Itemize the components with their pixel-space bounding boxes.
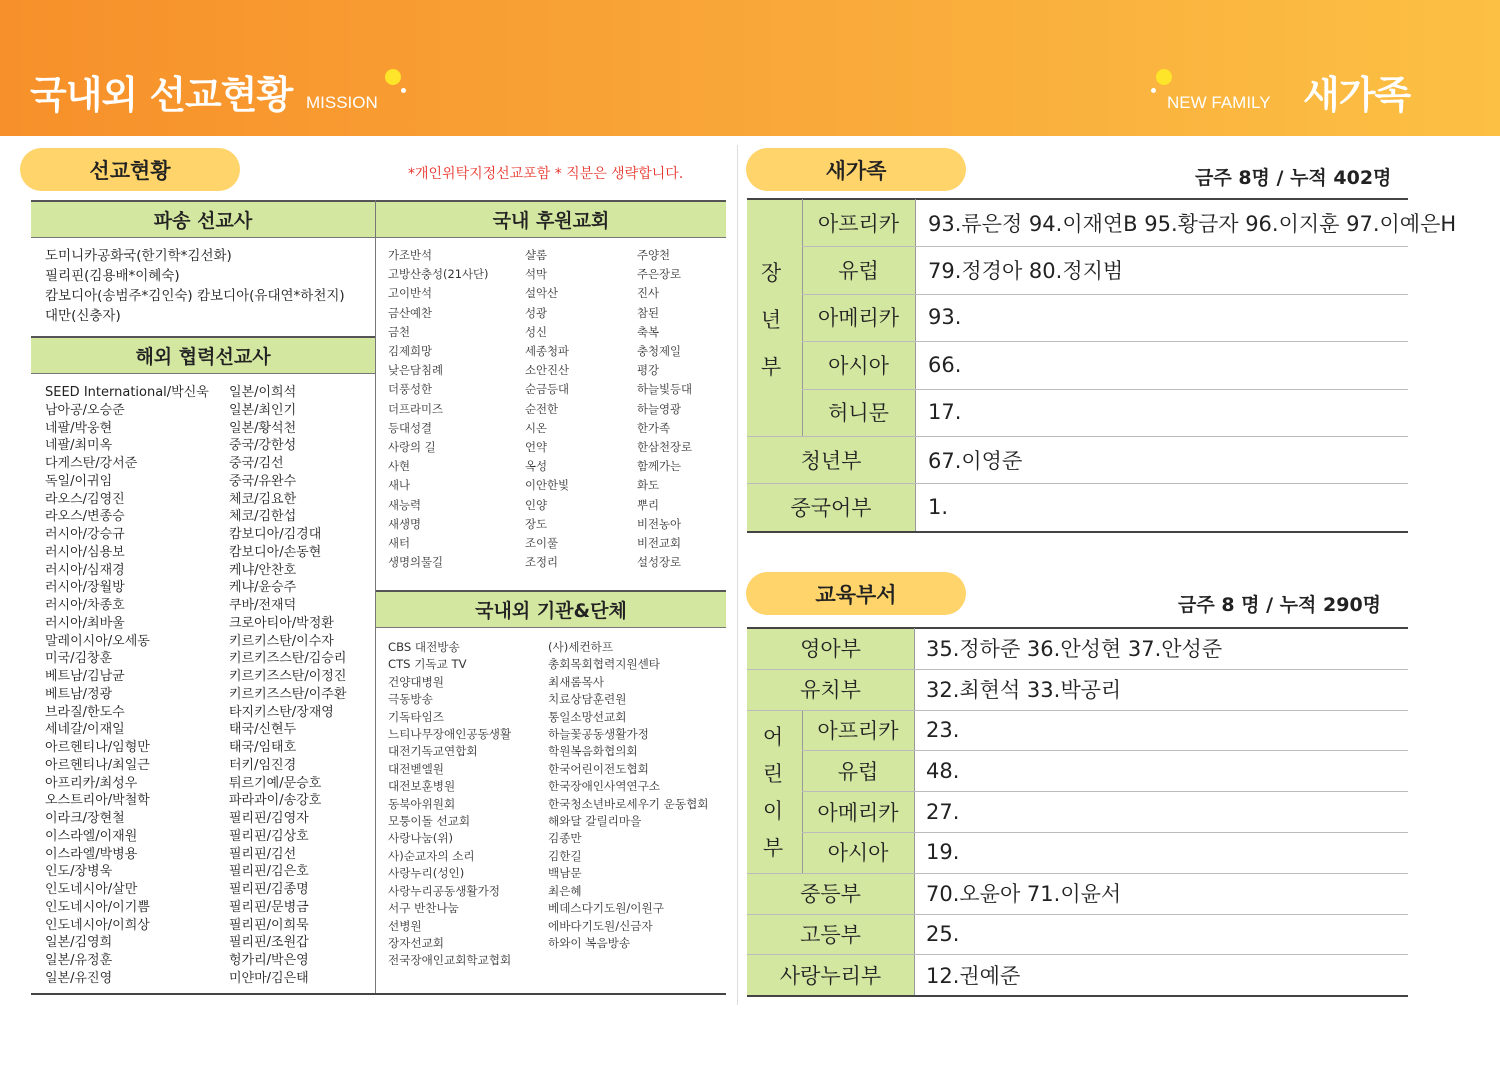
row-value: 32.최현석 33.박공리 (926, 678, 1122, 703)
list-item: 다게스탄/강서준 (45, 456, 138, 471)
list-item: 키르키스탄/이수자 (229, 633, 334, 649)
list-item: 석막 (525, 267, 548, 282)
list-item: 더프라미즈 (388, 401, 444, 416)
row-label: 중국어부 (790, 496, 872, 521)
list-item: 옥성 (525, 459, 548, 474)
list-item: 인양 (525, 497, 548, 512)
list-item: 한가족 (637, 420, 671, 435)
list-item: 김종만 (548, 831, 582, 846)
list-item: SEED International/박신욱 (45, 385, 209, 400)
list-item: CBS 대전방송 (388, 640, 460, 654)
list-item: 선병원 (388, 918, 422, 933)
list-item: 일본/유정훈 (45, 953, 113, 968)
list-item: 낮은담침례 (388, 363, 444, 378)
list-item: 대전기독교연합회 (388, 744, 478, 759)
list-item: 해와달 갈릴리마을 (548, 814, 642, 829)
list-item: (사)세컨하프 (548, 640, 614, 654)
row-value: 48. (926, 758, 960, 783)
list-item: 라오스/김영진 (45, 491, 125, 507)
list-item: 김한길 (548, 848, 582, 863)
organization-title: 국내외 기관&단체 (375, 590, 726, 628)
row-value: 19. (926, 840, 960, 865)
partner-missionary-column-2 (229, 384, 346, 988)
list-item: 순전한 (525, 401, 559, 416)
list-item: 이스라엘/박병용 (45, 846, 138, 862)
group-label-char: 장 (760, 261, 782, 285)
row-label: 아메리카 (817, 800, 899, 825)
list-item: 일본/김영희 (45, 935, 113, 951)
list-item: 조정리 (525, 555, 559, 570)
list-item: 참된 (637, 305, 660, 320)
list-item: 러시아/최바울 (45, 615, 125, 631)
row-value: 35.정하준 36.안성현 37.안성준 (926, 637, 1223, 662)
list-item: 베트남/김남균 (45, 669, 125, 684)
list-item: 중국/강한성 (229, 438, 297, 454)
list-item: 인도네시아/이희상 (45, 917, 150, 933)
list-item: 베데스다기도원/이원구 (548, 901, 664, 916)
list-item: 캄보디아/김경대 (229, 527, 322, 542)
list-item: 러시아/심재경 (45, 562, 125, 578)
row-label: 유럽 (837, 759, 879, 784)
list-item: 키르키즈스탄/이정진 (229, 669, 347, 684)
row-value: 93. (928, 305, 962, 330)
list-item: 전국장애인교회학교협회 (388, 953, 512, 968)
church-column-1 (388, 246, 488, 572)
list-item: 대전벧엘원 (388, 761, 444, 776)
list-item: 필리핀/문병금 (229, 899, 309, 915)
list-item: 네팔/최미옥 (45, 438, 113, 454)
list-item: 러시아/강승규 (45, 527, 125, 542)
list-item: 독일/이귀임 (45, 473, 113, 489)
list-item: 사랑누리(성인) (388, 866, 465, 881)
list-item: 생명의물길 (388, 555, 444, 570)
list-item: 이안한빛 (525, 478, 570, 493)
list-item: 세네갈/이재일 (45, 722, 125, 738)
row-label: 중등부 (800, 882, 861, 907)
list-item: 중국/유완수 (229, 473, 297, 489)
organization-column-2 (548, 639, 708, 952)
list-item: 기독타임즈 (388, 709, 444, 724)
list-item: 김제희망 (388, 344, 433, 359)
list-item: 극동방송 (388, 692, 433, 707)
list-item: 화도 (637, 478, 660, 493)
list-item: 등대성결 (388, 420, 433, 435)
list-item: 태국/신현두 (229, 722, 297, 738)
list-item: 사랑누리공동생활가정 (388, 883, 500, 898)
yellow-dot-icon (385, 69, 401, 85)
row-label: 사랑누리부 (779, 963, 882, 988)
list-item: 한국청소년바로세우기 운동협회 (548, 796, 709, 811)
list-item: 새생명 (388, 516, 422, 531)
group-label-char: 년 (760, 308, 782, 332)
list-item: 대만(신충자) (45, 308, 121, 324)
list-item: 러시아/차종호 (45, 598, 125, 613)
list-item: 사)순교자의 소리 (388, 848, 475, 863)
list-item: 라오스/변종승 (45, 509, 125, 525)
list-item: 하늘빛등대 (637, 382, 693, 397)
list-item: 필리핀/조원갑 (229, 935, 309, 951)
row-value: 70.오윤아 71.이윤서 (926, 882, 1122, 907)
organization-column-1 (388, 639, 511, 970)
page-divider (737, 145, 738, 1005)
newfamily-stat: 금주 8명 / 누적 402명 (1195, 167, 1392, 189)
list-item: 일본/황석천 (229, 420, 297, 436)
white-dot-icon (1151, 88, 1156, 93)
list-item: 필리핀/김은호 (229, 864, 309, 880)
page-header (0, 0, 1500, 136)
list-item: 필리핀/김상호 (229, 828, 309, 844)
list-item: 비전교회 (637, 536, 682, 551)
list-item: 한삼천장로 (637, 440, 693, 455)
list-item: 아르헨티나/임형만 (45, 740, 150, 755)
list-item: 새능력 (388, 497, 422, 512)
list-item: 고방산충성(21사단) (388, 267, 489, 282)
list-item: 최새롬목사 (548, 674, 604, 689)
list-item: 브라질/한도수 (45, 704, 125, 720)
list-item: 일본/최인기 (229, 402, 297, 418)
list-item: 느티나무장애인공동생활 (388, 727, 512, 742)
group-label-char: 린 (762, 762, 784, 787)
partner-missionary-column-1 (45, 384, 209, 988)
list-item: 충청제일 (637, 344, 682, 359)
list-item: 성광 (525, 305, 548, 320)
white-dot-icon (401, 88, 406, 93)
list-item: 주은장로 (637, 267, 682, 282)
list-item: 태국/임태호 (229, 740, 297, 755)
list-item: 뿌리 (637, 497, 660, 512)
list-item: 이라크/장현철 (45, 811, 125, 826)
list-item: 대전보훈병원 (388, 779, 456, 794)
row-label: 아프리카 (817, 211, 900, 236)
table-bottom-rule (747, 995, 1408, 997)
row-label: 유치부 (800, 678, 861, 703)
row-value: 25. (926, 921, 960, 946)
list-item: 일본/이희석 (229, 385, 297, 400)
list-item: 하와이 복음방송 (548, 935, 631, 950)
list-item: 새나 (388, 478, 411, 493)
list-item: 일본/유진영 (45, 970, 113, 986)
value-divider (915, 199, 916, 531)
list-item: 학원복음화협의회 (548, 744, 638, 759)
list-item: 케냐/윤승주 (229, 580, 297, 596)
list-item: 조이풀 (525, 536, 559, 551)
row-value: 66. (928, 352, 962, 377)
list-item: 주양천 (637, 248, 671, 262)
education-stat: 금주 8 명 / 누적 290명 (1178, 594, 1382, 616)
list-item: 언약 (525, 440, 548, 455)
church-column-2 (525, 246, 569, 572)
list-item: 건양대병원 (388, 674, 444, 689)
group-label-char: 부 (762, 836, 784, 861)
list-item: 샬롬 (525, 248, 548, 262)
list-item: 체코/김한섭 (229, 509, 297, 525)
list-item: 이스라엘/이재원 (45, 828, 138, 844)
list-item: 타지키스탄/장재영 (229, 704, 334, 720)
row-value: 67.이영준 (928, 448, 1023, 473)
domestic-church-title: 국내 후원교회 (375, 200, 726, 238)
list-item: 사랑나눔(위) (388, 831, 454, 846)
list-item: 필리핀/김선 (229, 846, 297, 862)
list-item: 남아공/오승준 (45, 402, 125, 418)
list-item: 키르키즈스탄/김승리 (229, 651, 347, 667)
mission-note: *개인위탁지정선교포함 * 직분은 생략합니다. (408, 166, 684, 182)
group-label-char: 이 (762, 799, 784, 824)
row-label: 고등부 (800, 922, 861, 947)
list-item: 장자선교회 (388, 935, 444, 950)
row-label: 영아부 (800, 637, 861, 662)
value-divider (914, 628, 915, 995)
list-item: 하늘꽃공동생활가정 (548, 727, 649, 742)
list-item: 축복 (637, 324, 660, 339)
list-item: 통일소망선교회 (548, 709, 627, 724)
list-item: 평강 (637, 363, 660, 378)
list-item: 금천 (388, 324, 411, 339)
list-item: 장도 (525, 516, 548, 531)
list-item: 소안진산 (525, 363, 570, 378)
list-item: 캄보디아(송범주*김인숙) 캄보디아(유대연*하천지) (45, 288, 345, 304)
list-item: 헝가리/박은영 (229, 953, 309, 968)
list-item: 성신 (525, 324, 548, 339)
row-value: 17. (928, 400, 962, 425)
mission-header-title: 국내외 선교현황 (30, 73, 293, 117)
list-item: 하늘영광 (637, 401, 682, 416)
mission-header-sub: MISSION (306, 93, 378, 112)
list-item: 미얀마/김은태 (229, 970, 309, 986)
list-item: 인도네시아/이기쁨 (45, 899, 150, 915)
row-label: 아프리카 (817, 718, 899, 743)
church-column-3 (637, 246, 692, 572)
list-item: 케냐/안찬호 (229, 562, 297, 578)
list-item: 체코/김요한 (229, 491, 297, 507)
list-item: 네팔/박웅현 (45, 420, 113, 436)
list-item: 가조반석 (388, 248, 433, 262)
list-item: 더풍성한 (388, 382, 433, 397)
list-item: 베트남/정광 (45, 686, 113, 702)
row-value: 1. (928, 495, 949, 520)
row-value: 12.권예준 (926, 963, 1021, 988)
list-item: 모퉁이돌 선교회 (388, 814, 471, 829)
list-item: 러시아/장월방 (45, 580, 125, 596)
column-divider (375, 200, 376, 994)
list-item: CTS 기독교 TV (388, 657, 467, 672)
row-label: 아시아 (828, 353, 889, 378)
list-item: 에바다기도원/신금자 (548, 918, 653, 933)
list-item: 캄보디아/손동현 (229, 544, 322, 560)
list-item: 사현 (388, 459, 411, 474)
list-item: 사랑의 길 (388, 440, 436, 455)
newfamily-pill: 새가족 (746, 148, 966, 191)
list-item: 치료상담훈련원 (548, 692, 627, 707)
row-label: 허니문 (828, 401, 889, 426)
row-value: 23. (926, 717, 960, 742)
bottom-rule (31, 993, 726, 995)
row-value: 27. (926, 799, 960, 824)
list-item: 아르헨티나/최일근 (45, 757, 150, 773)
list-item: 필리핀/김종명 (229, 882, 309, 897)
list-item: 시온 (525, 420, 548, 435)
list-item: 인도네시아/살만 (45, 882, 138, 897)
list-item: 쿠바/전재덕 (229, 598, 297, 613)
list-item: 비전농아 (637, 516, 682, 531)
list-item: 설악산 (525, 286, 559, 301)
list-item: 한국어린이전도협회 (548, 761, 649, 776)
list-item: 새터 (388, 536, 411, 551)
list-item: 파라과이/송강호 (229, 793, 322, 809)
list-item: 동북아위원회 (388, 796, 456, 811)
list-item: 고이반석 (388, 286, 433, 301)
list-item: 중국/김선 (229, 456, 284, 471)
row-label: 청년부 (800, 448, 862, 473)
list-item: 함께가는 (637, 459, 682, 474)
row-value: 79.정경아 80.정지범 (928, 259, 1124, 284)
list-item: 미국/김창훈 (45, 651, 113, 667)
list-item: 키르키즈스탄/이주환 (229, 686, 347, 702)
list-item: 최은혜 (548, 883, 582, 898)
row-label: 유럽 (838, 259, 879, 284)
row-label: 아메리카 (817, 306, 900, 331)
sent-missionary-title: 파송 선교사 (31, 200, 375, 238)
list-item: 백남문 (548, 866, 582, 881)
yellow-dot-icon (1156, 69, 1172, 85)
list-item: 인도/장병욱 (45, 864, 113, 880)
partner-missionary-title: 해외 협력선교사 (31, 336, 375, 374)
list-item: 한국장애인사역연구소 (548, 779, 660, 794)
list-item: 필리핀/이희묵 (229, 917, 309, 933)
list-item: 총회목회협력지원센타 (548, 657, 660, 672)
list-item: 아프리카/최성우 (45, 775, 138, 791)
list-item: 필리핀(김용배*이혜숙) (45, 268, 180, 284)
row-label: 아시아 (827, 841, 889, 866)
education-pill: 교육부서 (746, 572, 966, 615)
list-item: 러시아/심용보 (45, 544, 125, 560)
sent-missionary-list (45, 246, 345, 326)
table-bottom-rule (747, 531, 1408, 533)
list-item: 터키/임진경 (229, 757, 297, 773)
list-item: 필리핀/김영자 (229, 811, 309, 826)
list-item: 튀르기예/문승호 (229, 775, 322, 791)
list-item: 금산예찬 (388, 305, 433, 320)
group-label-char: 부 (760, 355, 782, 379)
list-item: 진사 (637, 286, 660, 301)
row-value: 93.류은정 94.이재연B 95.황금자 96.이지훈 97.이예은H (928, 211, 1457, 236)
list-item: 크로아티아/박정환 (229, 615, 334, 631)
list-item: 서구 반찬나눔 (388, 901, 459, 916)
mission-pill: 선교현황 (20, 148, 240, 191)
list-item: 순금등대 (525, 382, 570, 397)
list-item: 말레이시아/오세동 (45, 633, 150, 649)
list-item: 설성장로 (637, 555, 682, 570)
list-item: 도미니카공화국(한기학*김선화) (45, 248, 232, 264)
newfamily-header-sub: NEW FAMILY (1167, 93, 1271, 112)
newfamily-header-title: 새가족 (1303, 73, 1411, 117)
list-item: 오스트리아/박철학 (45, 793, 150, 809)
group-label-char: 어 (762, 725, 784, 750)
list-item: 세종청파 (525, 344, 570, 359)
